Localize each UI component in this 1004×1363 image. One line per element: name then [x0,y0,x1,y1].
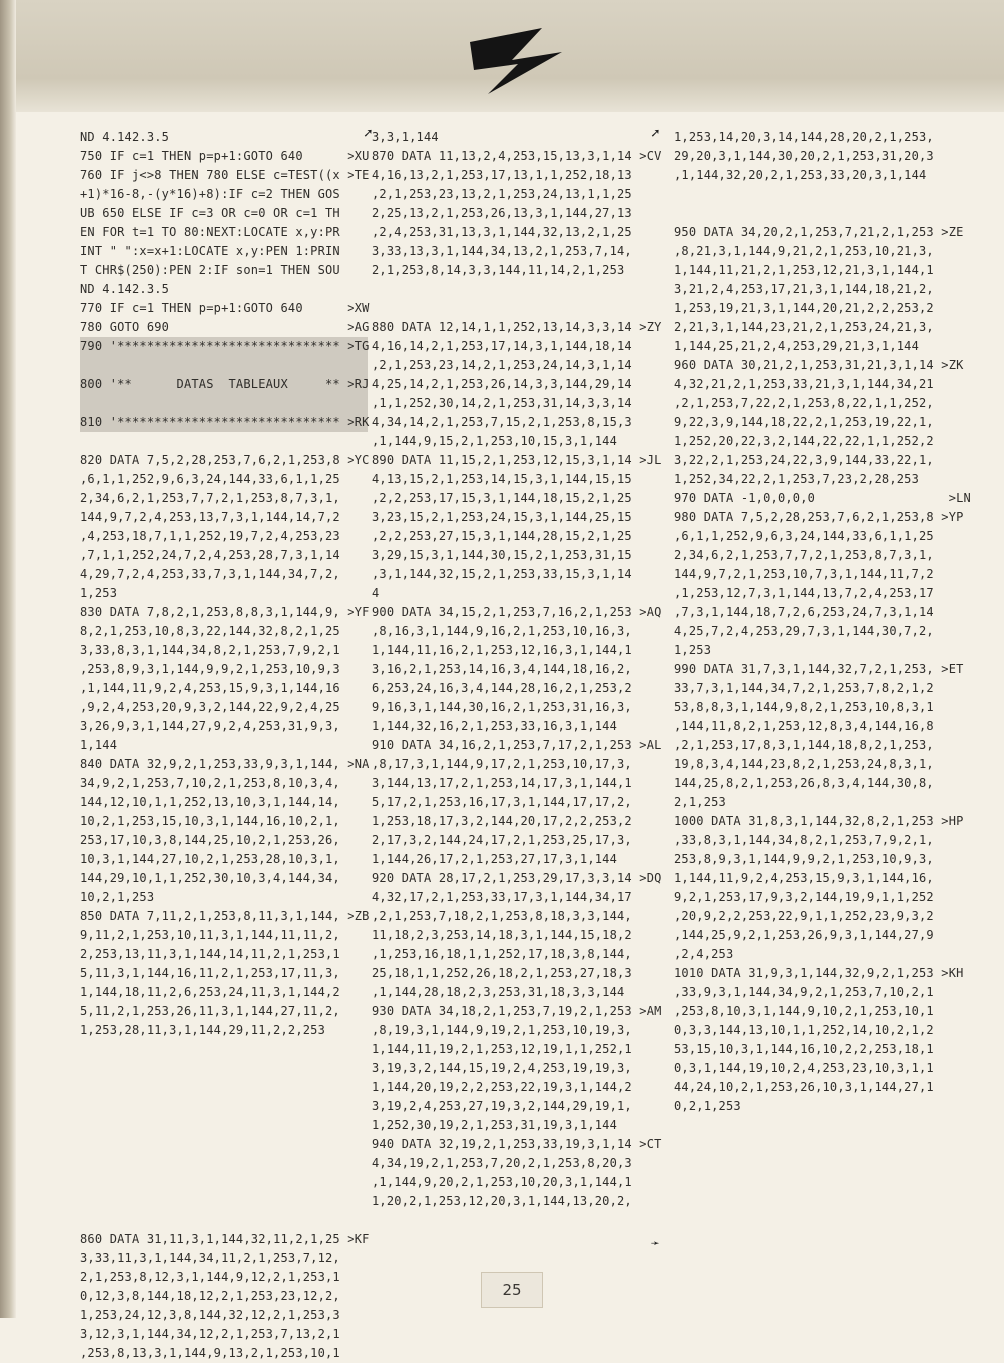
listing-line: 144,29,10,1,1,252,30,10,3,4,144,34, [80,871,340,885]
page-number: 25 [481,1272,543,1308]
listing-line: 4,32,21,2,1,253,33,21,3,1,144,34,21 [674,377,934,391]
section-banner-gap [80,394,368,413]
listing-line: ,144,25,9,2,1,253,26,9,3,1,144,27,9 [674,928,934,942]
listing-line: 9,22,3,9,144,18,22,2,1,253,19,22,1, [674,415,934,429]
listing-line: 144,25,8,2,1,253,26,8,3,4,144,30,8, [674,776,934,790]
listing-line: EN FOR t=1 TO 80:NEXT:LOCATE x,y:PR [80,225,340,239]
listing-line: 0,2,1,253 [674,1099,741,1113]
listing-line: 780 GOTO 690 >AG [80,320,370,334]
section-banner-line: 790 '****************************** >TG [80,337,368,356]
listing-line: 9,2,1,253,17,9,3,2,144,19,9,1,1,252 [674,890,934,904]
listing-line: 1,253,14,20,3,14,144,28,20,2,1,253, [674,130,934,144]
listing-line: ,7,1,1,252,24,7,2,4,253,28,7,3,1,14 [80,548,340,562]
listing-line [80,1097,368,1116]
listing-line: ND 4.142.3.5 [80,130,170,144]
listing-line: INT " ":x=x+1:LOCATE x,y:PEN 1:PRIN [80,244,340,258]
listing-line: 2,21,3,1,144,23,21,2,1,253,24,21,3, [674,320,934,334]
listing-line: ,2,2,253,17,15,3,1,144,18,15,2,1,25 [372,491,632,505]
listing-block [674,223,984,1116]
listing-line: 4,34,19,2,1,253,7,20,2,1,253,8,20,3 [372,1156,632,1170]
listing-line [372,1249,666,1268]
listing-line: ,1,144,28,18,2,3,253,31,18,3,3,144 [372,985,625,999]
listing-line: ,1,144,32,20,2,1,253,33,20,3,1,144 [674,168,927,182]
listing-block [372,128,666,280]
listing-line: ,2,2,253,27,15,3,1,144,28,15,2,1,25 [372,529,632,543]
listing-line: 2,17,3,2,144,24,17,2,1,253,25,17,3, [372,833,632,847]
listing-line: 4,16,14,2,1,253,17,14,3,1,144,18,14 [372,339,632,353]
listing-line [372,1211,666,1230]
listing-line: 980 DATA 7,5,2,28,253,7,6,2,1,253,8 >YP [674,510,964,524]
listing-line: 10,2,1,253 [80,890,155,904]
listing-block [372,318,666,1306]
listing-line: ,1,1,252,30,14,2,1,253,31,14,3,3,14 [372,396,632,410]
listing-line: ,1,253,12,7,3,1,144,13,7,2,4,253,17 [674,586,934,600]
listing-line: ,144,11,8,2,1,253,12,8,3,4,144,16,8 [674,719,934,733]
listing-line: 1,253,24,12,3,8,144,32,12,2,1,253,3 [80,1308,340,1322]
listing-line: 8,2,1,253,10,8,3,22,144,32,8,2,1,25 [80,624,340,638]
listing-line: 770 IF c=1 THEN p=p+1:GOTO 640 >XW [80,301,370,315]
listing-line: 53,8,8,3,1,144,9,8,2,1,253,10,8,3,1 [674,700,934,714]
listing-line: 25,18,1,1,252,26,18,2,1,253,27,18,3 [372,966,632,980]
listing-line: ,6,1,1,252,9,6,3,24,144,33,6,1,1,25 [80,472,340,486]
listing-line: 3,33,11,3,1,144,34,11,2,1,253,7,12, [80,1251,340,1265]
listing-line: 970 DATA -1,0,0,0,0 >LN [674,491,971,505]
listing-line: 2,1,253,8,12,3,1,144,9,12,2,1,253,1 [80,1270,340,1284]
listing-line: 4,13,15,2,1,253,14,15,3,1,144,15,15 [372,472,632,486]
listing-line: ,8,19,3,1,144,9,19,2,1,253,10,19,3, [372,1023,632,1037]
listing-line: 5,17,2,1,253,16,17,3,1,144,17,17,2, [372,795,632,809]
block-gap [80,432,368,451]
listing-line: UB 650 ELSE IF c=3 OR c=0 OR c=1 TH [80,206,340,220]
listing-line: ,1,144,9,20,2,1,253,10,20,3,1,144,1 [372,1175,632,1189]
column-marker-arrow: ➚ [364,126,373,142]
listing-line: 3,22,2,1,253,24,22,3,9,144,33,22,1, [674,453,934,467]
listing-line: 1,144,18,11,2,6,253,24,11,3,1,144,2 [80,985,340,999]
listing-line: ,9,2,4,253,20,9,3,2,144,22,9,2,4,25 [80,700,340,714]
listing-line: 144,12,10,1,1,252,13,10,3,1,144,14, [80,795,340,809]
section-banner-gap [80,356,368,375]
listing-line: 920 DATA 28,17,2,1,253,29,17,3,3,14 >DQ [372,871,662,885]
listing-line: 940 DATA 32,19,2,1,253,33,19,3,1,14 >CT [372,1137,662,1151]
listing-line: 253,8,9,3,1,144,9,9,2,1,253,10,9,3, [674,852,934,866]
listing-line: 3,3,1,144 [372,130,439,144]
listing-line: 830 DATA 7,8,2,1,253,8,8,3,1,144,9, >YF [80,605,370,619]
listing-block [80,451,368,1192]
listing-column-1 [80,128,368,1363]
listing-line: 1,144,25,21,2,4,253,29,21,3,1,144 [674,339,920,353]
listing-line: 880 DATA 12,14,1,1,252,13,14,3,3,14 >ZY [372,320,662,334]
listing-line: ND 4.142.3.5 [80,282,170,296]
listing-line [80,1135,368,1154]
listing-line: 1,144,11,16,2,1,253,12,16,3,1,144,1 [372,643,632,657]
listing-line: ,8,17,3,1,144,9,17,2,1,253,10,17,3, [372,757,632,771]
listing-line: 3,29,15,3,1,144,30,15,2,1,253,31,15 [372,548,632,562]
listing-line: ,7,3,1,144,18,7,2,6,253,24,7,3,1,14 [674,605,934,619]
listing-line: 11,18,2,3,253,14,18,3,1,144,15,18,2 [372,928,632,942]
listing-line [80,1154,368,1173]
listing-line: 144,9,7,2,1,253,10,7,3,1,144,11,7,2 [674,567,934,581]
listing-line: 890 DATA 11,15,2,1,253,12,15,3,1,14 >JL [372,453,662,467]
listing-line: ,253,8,10,3,1,144,9,10,2,1,253,10,1 [674,1004,934,1018]
listing-line: 1,253,18,17,3,2,144,20,17,2,2,253,2 [372,814,632,828]
listing-column-3 [674,128,984,1116]
listing-line: ,2,1,253,7,18,2,1,253,8,18,3,3,144, [372,909,632,923]
listing-line: 3,19,2,4,253,27,19,3,2,144,29,19,1, [372,1099,632,1113]
listing-line: ,2,1,253,7,22,2,1,253,8,22,1,1,252, [674,396,934,410]
listing-line: 960 DATA 30,21,2,1,253,31,21,3,1,14 >ZK [674,358,964,372]
listing-line: 1,144,11,21,2,1,253,12,21,3,1,144,1 [674,263,934,277]
listing-line: 1,252,34,22,2,1,253,7,23,2,28,253 [674,472,920,486]
listing-line: ,6,1,1,252,9,6,3,24,144,33,6,1,1,25 [674,529,934,543]
section-banner-title: 800 '** DATAS TABLEAUX ** >RJ [80,375,368,394]
listing-block [674,128,984,185]
column-marker-arrow: ➚ [651,126,660,142]
listing-line: 10,3,1,144,27,10,2,1,253,28,10,3,1, [80,852,340,866]
listing-line [80,1078,368,1097]
block-gap [372,280,666,318]
listing-block [80,413,368,432]
listing-line: 4,25,7,2,4,253,29,7,3,1,144,30,7,2, [674,624,934,638]
listing-line: 5,11,3,1,144,16,11,2,1,253,17,11,3, [80,966,340,980]
listing-line: 1,144,20,19,2,2,253,22,19,3,1,144,2 [372,1080,632,1094]
listing-line: 4 [372,586,380,600]
block-gap [80,1192,368,1230]
listing-line: 1,252,20,22,3,2,144,22,22,1,1,252,2 [674,434,934,448]
listing-block [80,375,368,394]
listing-line: 3,19,3,2,144,15,19,2,4,253,19,19,3, [372,1061,632,1075]
listing-line: 0,3,3,144,13,10,1,1,252,14,10,2,1,2 [674,1023,934,1037]
listing-line: 9,11,2,1,253,10,11,3,1,144,11,11,2, [80,928,340,942]
zigzag-logo [466,20,566,100]
listing-line: 4,16,13,2,1,253,17,13,1,1,252,18,13 [372,168,632,182]
listing-line: 3,12,3,1,144,34,12,2,1,253,7,13,2,1 [80,1327,340,1341]
listing-line: ,1,144,11,9,2,4,253,15,9,3,1,144,16 [80,681,340,695]
listing-line: 10,2,1,253,15,10,3,1,144,16,10,2,1, [80,814,340,828]
listing-line: ,2,1,253,23,13,2,1,253,24,13,1,1,25 [372,187,632,201]
listing-line: 9,16,3,1,144,30,16,2,1,253,31,16,3, [372,700,632,714]
listing-line: 850 DATA 7,11,2,1,253,8,11,3,1,144, >ZB [80,909,370,923]
listing-line: 1000 DATA 31,8,3,1,144,32,8,2,1,253 >HP [674,814,964,828]
listing-line: 1010 DATA 31,9,3,1,144,32,9,2,1,253 >KH [674,966,964,980]
listing-line: 4,34,14,2,1,253,7,15,2,1,253,8,15,3 [372,415,632,429]
listing-line: 1,252,30,19,2,1,253,31,19,3,1,144 [372,1118,618,1132]
listing-line: 19,8,3,4,144,23,8,2,1,253,24,8,3,1, [674,757,934,771]
listing-line: ,2,1,253,17,8,3,1,144,18,8,2,1,253, [674,738,934,752]
listing-line: 760 IF j<>8 THEN 780 ELSE c=TEST((x >TE [80,168,370,182]
listing-line: 6,253,24,16,3,4,144,28,16,2,1,253,2 [372,681,632,695]
listing-line: 1,253,28,11,3,1,144,29,11,2,2,253 [80,1023,326,1037]
listing-line: 840 DATA 32,9,2,1,253,33,9,3,1,144, >NA [80,757,370,771]
listing-line: ,8,16,3,1,144,9,16,2,1,253,10,16,3, [372,624,632,638]
listing-block [80,1230,368,1363]
listing-line: 1,144,11,9,2,4,253,15,9,3,1,144,16, [674,871,934,885]
listing-line: 1,144 [80,738,118,752]
listing-line: 33,7,3,1,144,34,7,2,1,253,7,8,2,1,2 [674,681,934,695]
listing-line: 44,24,10,2,1,253,26,10,3,1,144,27,1 [674,1080,934,1094]
listing-line: 2,34,6,2,1,253,7,7,2,1,253,8,7,3,1, [80,491,340,505]
listing-line: 870 DATA 11,13,2,4,253,15,13,3,1,14 >CV [372,149,662,163]
listing-line: 2,1,253,8,14,3,3,144,11,14,2,1,253 [372,263,625,277]
listing-line: 2,1,253 [674,795,726,809]
listing-line: ,8,21,3,1,144,9,21,2,1,253,10,21,3, [674,244,934,258]
listing-line: ,1,144,9,15,2,1,253,10,15,3,1,144 [372,434,618,448]
listing-line: ,2,4,253 [674,947,734,961]
listing-line: 3,33,8,3,1,144,34,8,2,1,253,7,9,2,1 [80,643,340,657]
listing-line: ,253,8,13,3,1,144,9,13,2,1,253,10,1 [80,1346,340,1360]
listing-line: 4,32,17,2,1,253,33,17,3,1,144,34,17 [372,890,632,904]
listing-line: ,1,253,16,18,1,1,252,17,18,3,8,144, [372,947,632,961]
listing-line: 1,253 [80,586,118,600]
page-edge [0,0,16,1318]
listing-line: +1)*16-8,-(y*16)+8):IF c=2 THEN GOS [80,187,340,201]
listing-line: 860 DATA 31,11,3,1,144,32,11,2,1,25 >KF [80,1232,370,1246]
listing-line: 930 DATA 34,18,2,1,253,7,19,2,1,253 >AM [372,1004,662,1018]
listing-line [80,1040,368,1059]
listing-line [372,1230,666,1249]
listing-line: 3,23,15,2,1,253,24,15,3,1,144,25,15 [372,510,632,524]
listing-line: 4,29,7,2,4,253,33,7,3,1,144,34,7,2, [80,567,340,581]
listing-line: 2,25,13,2,1,253,26,13,3,1,144,27,13 [372,206,632,220]
column-marker-arrow: ➛ [651,1236,660,1252]
listing-line: 3,33,13,3,1,144,34,13,2,1,253,7,14, [372,244,632,258]
listing-line: ,253,8,9,3,1,144,9,9,2,1,253,10,9,3 [80,662,340,676]
section-banner-line: 810 '****************************** >RK [80,413,368,432]
listing-line: 950 DATA 34,20,2,1,253,7,21,2,1,253 >ZE [674,225,964,239]
listing-line: 1,20,2,1,253,12,20,3,1,144,13,20,2, [372,1194,632,1208]
listing-line: ,2,1,253,23,14,2,1,253,24,14,3,1,14 [372,358,632,372]
listing-line: 750 IF c=1 THEN p=p+1:GOTO 640 >XU [80,149,370,163]
listing-line: ,3,1,144,32,15,2,1,253,33,15,3,1,14 [372,567,632,581]
listing-line: 5,11,2,1,253,26,11,3,1,144,27,11,2, [80,1004,340,1018]
listing-line: 0,3,1,144,19,10,2,4,253,23,10,3,1,1 [674,1061,934,1075]
listing-line: 3,21,2,4,253,17,21,3,1,144,18,21,2, [674,282,934,296]
listing-line: 1,144,26,17,2,1,253,27,17,3,1,144 [372,852,618,866]
listing-line: 1,253,19,21,3,1,144,20,21,2,2,253,2 [674,301,934,315]
listing-line: ,33,8,3,1,144,34,8,2,1,253,7,9,2,1, [674,833,934,847]
listing-line: 53,15,10,3,1,144,16,10,2,2,253,18,1 [674,1042,934,1056]
listing-line: 1,253 [674,643,712,657]
listing-line: 900 DATA 34,15,2,1,253,7,16,2,1,253 >AQ [372,605,662,619]
listing-line: ,33,9,3,1,144,34,9,2,1,253,7,10,2,1 [674,985,934,999]
listing-column-2 [372,128,666,1306]
listing-line [80,1173,368,1192]
listing-line: 820 DATA 7,5,2,28,253,7,6,2,1,253,8 >YC [80,453,370,467]
listing-line: 253,17,10,3,8,144,25,10,2,1,253,26, [80,833,340,847]
listing-line: 1,144,32,16,2,1,253,33,16,3,1,144 [372,719,618,733]
listing-line: 910 DATA 34,16,2,1,253,7,17,2,1,253 >AL [372,738,662,752]
listing-line: 1,144,11,19,2,1,253,12,19,1,1,252,1 [372,1042,632,1056]
listing-line: ,2,4,253,31,13,3,1,144,32,13,2,1,25 [372,225,632,239]
listing-line: 4,25,14,2,1,253,26,14,3,3,144,29,14 [372,377,632,391]
listing-line: ,20,9,2,2,253,22,9,1,1,252,23,9,3,2 [674,909,934,923]
listing-line: 3,16,2,1,253,14,16,3,4,144,18,16,2, [372,662,632,676]
listing-line [80,1059,368,1078]
listing-line [80,1116,368,1135]
listing-line: 2,253,13,11,3,1,144,14,11,2,1,253,1 [80,947,340,961]
listing-line: 144,9,7,2,4,253,13,7,3,1,144,14,7,2 [80,510,340,524]
listing-line: 34,9,2,1,253,7,10,2,1,253,8,10,3,4, [80,776,340,790]
listing-line: 3,26,9,3,1,144,27,9,2,4,253,31,9,3, [80,719,340,733]
listing-line: ,4,253,18,7,1,1,252,19,7,2,4,253,23 [80,529,340,543]
listing-line: 0,12,3,8,144,18,12,2,1,253,23,12,2, [80,1289,340,1303]
listing-line: 2,34,6,2,1,253,7,7,2,1,253,8,7,3,1, [674,548,934,562]
listing-line: 990 DATA 31,7,3,1,144,32,7,2,1,253, >ET [674,662,964,676]
listing-line: 3,144,13,17,2,1,253,14,17,3,1,144,1 [372,776,632,790]
listing-line: T CHR$(250):PEN 2:IF son=1 THEN SOU [80,263,340,277]
block-gap [674,185,984,223]
listing-line: 29,20,3,1,144,30,20,2,1,253,31,20,3 [674,149,934,163]
listing-block [80,128,368,356]
